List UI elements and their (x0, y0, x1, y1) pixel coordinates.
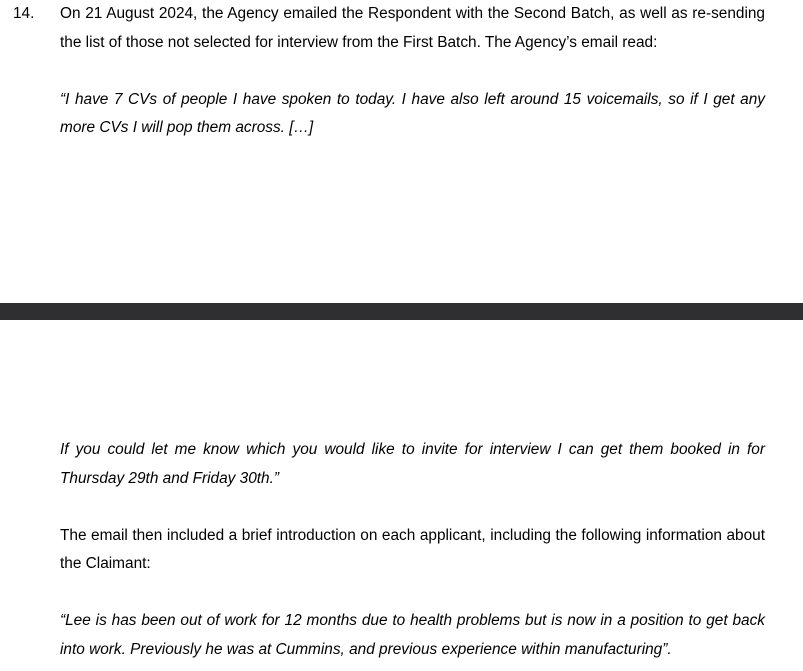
page-separator-bar (0, 303, 803, 320)
page-bottom (0, 320, 803, 671)
paragraph-number: 14. (13, 5, 35, 22)
paragraph-14-text: On 21 August 2024, the Agency emailed the Respondent with the Second Batch, as well as re-sending the list of those not selected for interview from the First Batch. The Agency’s email read: (60, 5, 765, 51)
claimant-quote: “Lee is has been out of work for 12 months due to health problems but is now in a position to get back into work. Previously he was at Cummins, and previous experience within manufacturing”. (60, 612, 765, 658)
intro-paragraph: The email then included a brief introduction on each applicant, including the following information about the Claimant: (60, 526, 765, 572)
email-quote-part-1: “I have 7 CVs of people I have spoken to today. I have also left around 15 voicemails, so if I get any more CVs I will pop them across. […] (60, 90, 765, 136)
email-quote-part-2: If you could let me know which you would like to invite for interview I can get them booked in for Thursday 29th and Friday 30th.” (60, 441, 765, 487)
numbered-paragraph-14 (13, 0, 765, 57)
page-top (0, 0, 803, 303)
